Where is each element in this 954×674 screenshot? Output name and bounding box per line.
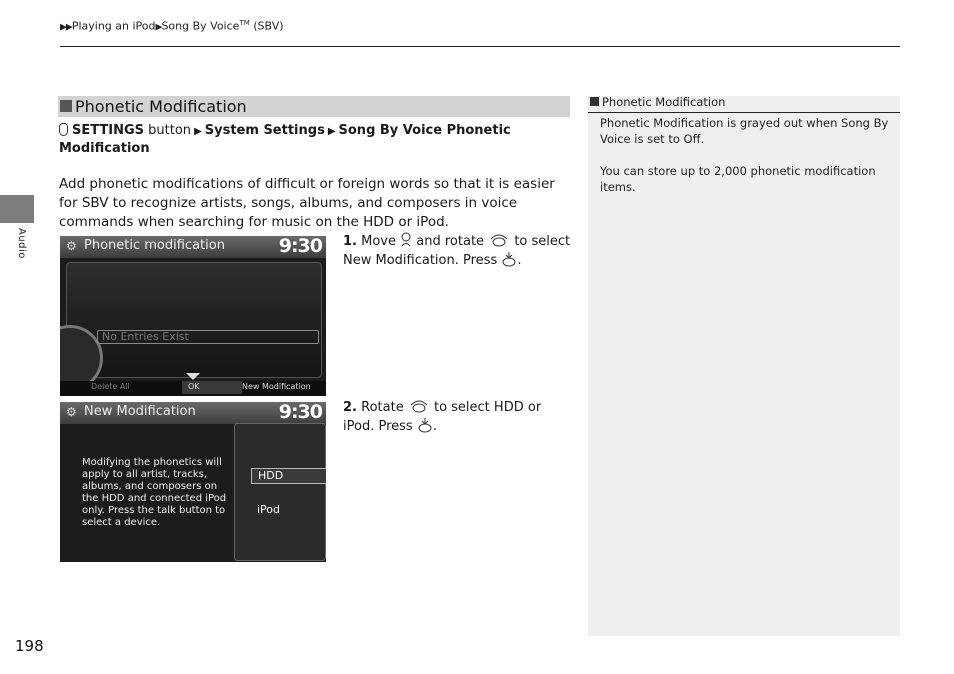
rotate-dial-icon — [408, 398, 430, 414]
press-dial-icon — [417, 417, 433, 433]
section-title: Phonetic Modification — [75, 97, 247, 116]
step-text: Rotate — [361, 400, 404, 415]
page-number: 198 — [15, 637, 44, 655]
note-title: Phonetic Modification — [602, 95, 726, 109]
step-text: Move — [361, 234, 396, 249]
option-ipod[interactable]: iPod — [257, 503, 281, 516]
note-paragraph-2: You can store up to 2,000 phonetic modification items. — [600, 164, 876, 194]
breadcrumb — [60, 19, 284, 33]
section-square-icon — [60, 100, 72, 112]
ok-button[interactable]: OK — [188, 382, 200, 391]
note-text: is set to — [634, 132, 680, 146]
step-text: and rotate — [416, 234, 485, 249]
new-modification-button[interactable]: New Modification — [242, 382, 311, 391]
step-text: or — [527, 400, 542, 415]
screen-new-modification — [60, 402, 326, 562]
gear-icon: ⚙ — [66, 405, 77, 419]
option-hdd[interactable]: HDD — [251, 468, 326, 484]
chapter-label: Audio — [16, 228, 27, 259]
header-rule — [60, 46, 900, 47]
step-number: 1. — [343, 234, 357, 249]
gear-icon: ⚙ — [66, 239, 77, 253]
step-number: 2. — [343, 400, 357, 415]
press-dial-icon — [501, 251, 517, 267]
note-text: Phonetic Modification is grayed out when — [600, 116, 838, 130]
arrow-icon: ▶ — [194, 126, 202, 137]
note-term-sbv: Song By Voice — [600, 116, 889, 146]
screen-message: Modifying the phonetics will apply to all artist, tracks, albums, and composers on the HDD and connected iPod only. Press the talk button to select a device. — [82, 457, 227, 528]
step-item-hdd: HDD — [493, 400, 524, 415]
step-text: . — [517, 253, 522, 268]
breadcrumb-item-ipod[interactable]: Playing an iPod — [71, 19, 156, 33]
path-sbv-phonetic: Song By Voice Phonetic Modification — [59, 123, 511, 156]
menu-path — [59, 122, 559, 157]
step-item-ipod: iPod — [343, 419, 371, 434]
clock: 9:30 — [278, 236, 322, 257]
trademark: TM — [239, 19, 250, 27]
step-text: to select — [433, 400, 490, 415]
down-arrow-icon — [186, 373, 200, 380]
path-settings: SETTINGS — [72, 123, 145, 138]
screen-body — [66, 262, 322, 378]
home-button-icon — [59, 123, 68, 136]
delete-all-button[interactable]: Delete All — [91, 382, 130, 391]
step-item-new-modification: New Modification — [343, 253, 455, 268]
breadcrumb-item-sbv[interactable]: Song By Voice — [161, 19, 240, 33]
step-text: . Press — [370, 419, 413, 434]
path-system-settings: System Settings — [204, 123, 325, 138]
screen-phonetic-modification — [60, 236, 326, 396]
double-arrow-icon: ▶▶ — [60, 22, 72, 33]
device-panel — [234, 423, 326, 561]
breadcrumb-abbr: (SBV) — [253, 19, 284, 33]
entries-field: No Entries Exist — [97, 330, 319, 344]
screen-title: Phonetic modification — [84, 238, 225, 253]
step-text: to select — [514, 234, 571, 249]
chapter-tab[interactable] — [0, 195, 34, 223]
note-text: . — [700, 132, 705, 146]
rotate-dial-icon — [488, 232, 510, 248]
screen-title: New Modification — [84, 404, 196, 419]
step-text: . Press — [454, 253, 498, 268]
move-joystick-icon — [400, 232, 412, 248]
step-2 — [343, 398, 573, 436]
arrow-icon: ▶ — [327, 126, 336, 137]
intro-paragraph: Add phonetic modifications of difficult or foreign words so that it is easier for SBV to recognize artists, songs, albums, and composers in voice commands when searching for music on the HDD or iPod. — [59, 176, 555, 230]
note-term-off: Off — [683, 132, 701, 146]
step-text: . — [432, 419, 437, 434]
note-icon — [590, 97, 599, 106]
step-1 — [343, 232, 573, 270]
note-paragraph-1 — [600, 115, 890, 147]
clock: 9:30 — [278, 402, 322, 423]
path-button-word: button — [148, 123, 192, 138]
arrow-icon: ▶ — [155, 22, 162, 33]
